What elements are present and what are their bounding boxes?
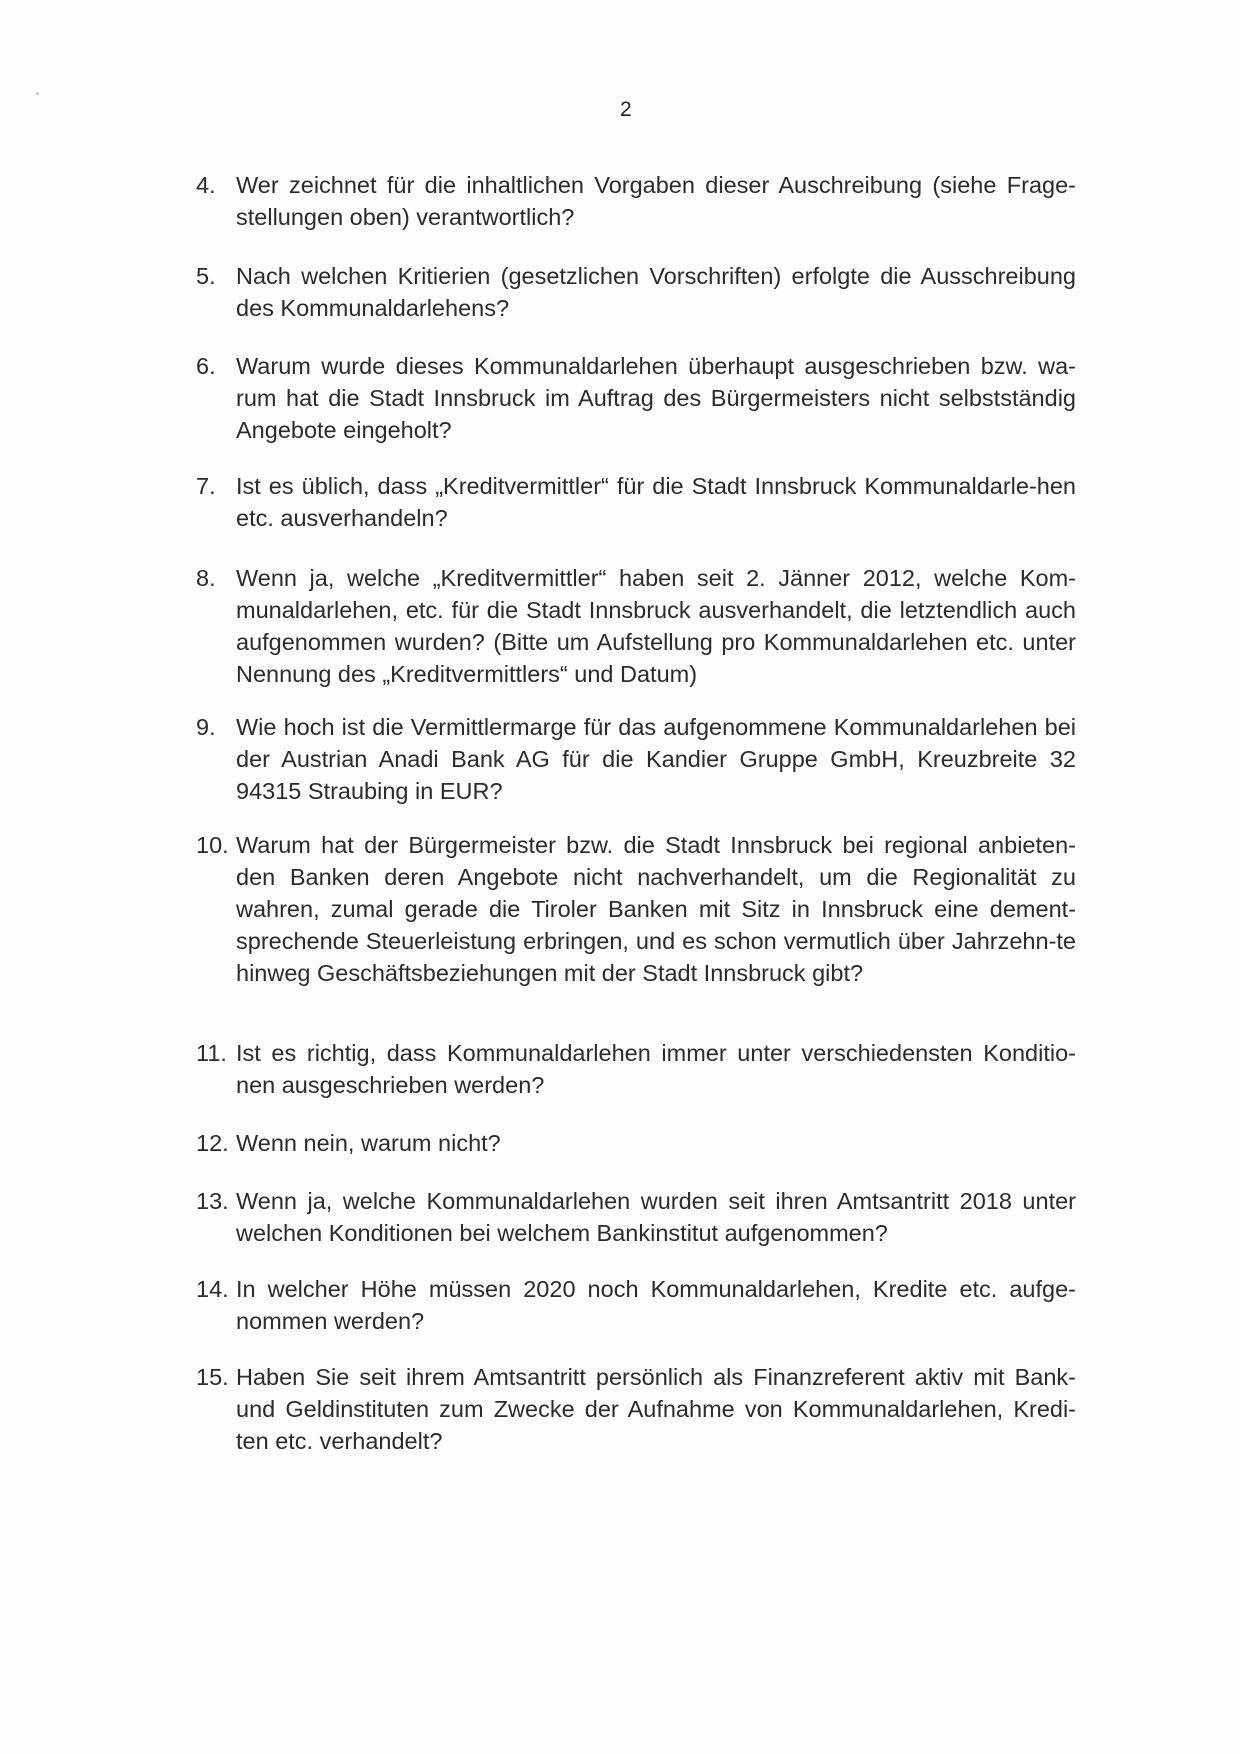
question-number: 13. [196, 1188, 229, 1214]
question-text: Wenn nein, warum nicht? [236, 1130, 501, 1156]
question-text: Wenn ja, welche Kommunaldarlehen wurden seit ihren Amtsantritt 2018 unter welchen Konditionen bei welchem Bankinstitut aufgenommen? [236, 1188, 1076, 1246]
question-number: 7. [196, 473, 216, 499]
question-number: 9. [196, 714, 216, 740]
question-item [196, 169, 1076, 233]
question-number: 11. [196, 1040, 227, 1066]
question-item [196, 711, 1076, 807]
question-item [196, 1185, 1076, 1249]
question-item [196, 1361, 1076, 1457]
question-item [196, 470, 1076, 534]
question-text: Ist es richtig, dass Kommunaldarlehen immer unter verschiedensten Konditio-nen ausgeschrieben werden? [236, 1040, 1076, 1098]
question-number: 14. [196, 1276, 229, 1302]
question-text: Warum wurde dieses Kommunaldarlehen überhaupt ausgeschrieben bzw. wa-rum hat die Stadt Innsbruck im Auftrag des Bürgermeisters nicht selbstständig Angebote eingeholt? [236, 353, 1076, 443]
question-item [196, 1037, 1076, 1101]
question-text: Wer zeichnet für die inhaltlichen Vorgaben dieser Auschreibung (siehe Frage-stellungen oben) verantwortlich? [236, 172, 1076, 230]
question-text: Nach welchen Kritierien (gesetzlichen Vorschriften) erfolgte die Ausschreibung des Kommunaldarlehens? [236, 263, 1076, 321]
question-text: Wie hoch ist die Vermittlermarge für das aufgenommene Kommunaldarlehen bei der Austrian Anadi Bank AG für die Kandier Gruppe GmbH, Kreuzbreite 32 94315 Straubing in EUR? [236, 714, 1076, 804]
question-text: Haben Sie seit ihrem Amtsantritt persönlich als Finanzreferent aktiv mit Bank- und Geldinstituten zum Zwecke der Aufnahme von Kommunaldarlehen, Kredi-ten etc. verhandelt? [236, 1364, 1076, 1454]
question-number: 6. [196, 353, 216, 379]
question-item [196, 829, 1076, 989]
question-text: Ist es üblich, dass „Kreditvermittler“ für die Stadt Innsbruck Kommunaldarle-hen etc. ausverhandeln? [236, 473, 1076, 531]
question-number: 12. [196, 1130, 229, 1156]
question-item [196, 1273, 1076, 1337]
question-item [196, 562, 1076, 690]
question-text: In welcher Höhe müssen 2020 noch Kommunaldarlehen, Kredite etc. aufge-nommen werden? [236, 1276, 1076, 1334]
question-item [196, 350, 1076, 446]
page-number: 2 [620, 98, 632, 121]
question-number: 10. [196, 832, 229, 858]
question-number: 4. [196, 172, 216, 198]
scan-dot [36, 92, 39, 95]
question-text: Wenn ja, welche „Kreditvermittler“ haben seit 2. Jänner 2012, welche Kom-munaldarlehen, etc. für die Stadt Innsbruck ausverhandelt, die letztendlich auch aufgenommen wurden? (Bitte um Aufstellung pro Kommunaldarlehen etc. unter Nennung des „Kreditvermittlers“ und Datum) [236, 565, 1076, 687]
question-item [196, 1127, 1076, 1159]
question-number: 15. [196, 1364, 229, 1390]
question-number: 8. [196, 565, 216, 591]
question-item [196, 260, 1076, 324]
question-text: Warum hat der Bürgermeister bzw. die Stadt Innsbruck bei regional anbieten-den Banken deren Angebote nicht nachverhandelt, um die Regionalität zu wahren, zumal gerade die Tiroler Banken mit Sitz in Innsbruck eine dement-sprechende Steuerleistung erbringen, und es schon vermutlich über Jahrzehn-te hinweg Geschäftsbeziehungen mit der Stadt Innsbruck gibt? [236, 832, 1076, 986]
question-number: 5. [196, 263, 216, 289]
